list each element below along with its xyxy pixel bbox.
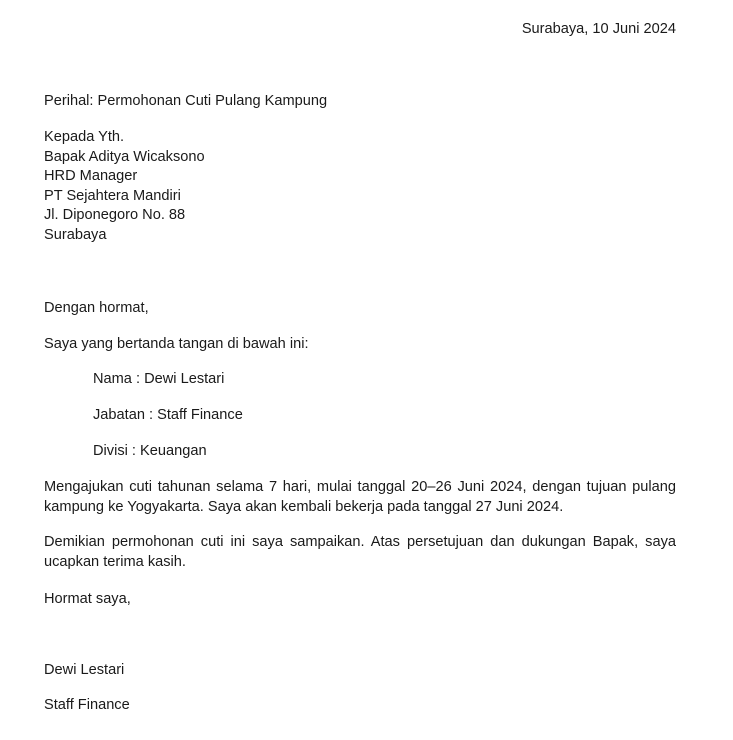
- field-position: Jabatan : Staff Finance: [93, 407, 243, 423]
- field-name: Nama : Dewi Lestari: [93, 371, 225, 387]
- signature-name: Dewi Lestari: [44, 662, 125, 678]
- body-paragraph-request: Mengajukan cuti tahunan selama 7 hari, mulai tanggal 20–26 Juni 2024, dengan tujuan pulang kampung ke Yogyakarta. Saya akan kembali bekerja pada tanggal 27 Juni 2024.: [44, 479, 676, 515]
- intro-line: Saya yang bertanda tangan di bawah ini:: [44, 336, 309, 352]
- recipient-name: Bapak Aditya Wicaksono: [44, 148, 205, 165]
- recipient-salutation: Kepada Yth.: [44, 129, 125, 145]
- recipient-company: PT Sejahtera Mandiri: [44, 187, 181, 204]
- body-paragraph-closing: Demikian permohonan cuti ini saya sampaikan. Atas persetujuan dan dukungan Bapak, saya ucapkan terima kasih.: [44, 534, 676, 570]
- signature-title: Staff Finance: [44, 697, 130, 713]
- letter-subject: Perihal: Permohonan Cuti Pulang Kampung: [44, 93, 328, 109]
- recipient-address: Jl. Diponegoro No. 88: [44, 207, 186, 223]
- field-division: Divisi : Keuangan: [93, 443, 207, 459]
- greeting: Dengan hormat,: [44, 300, 149, 316]
- closing-phrase: Hormat saya,: [44, 591, 131, 607]
- recipient-city: Surabaya: [44, 226, 107, 243]
- place-date: Surabaya, 10 Juni 2024: [521, 21, 676, 37]
- recipient-position: HRD Manager: [44, 168, 138, 184]
- recipient-block: [44, 128, 205, 245]
